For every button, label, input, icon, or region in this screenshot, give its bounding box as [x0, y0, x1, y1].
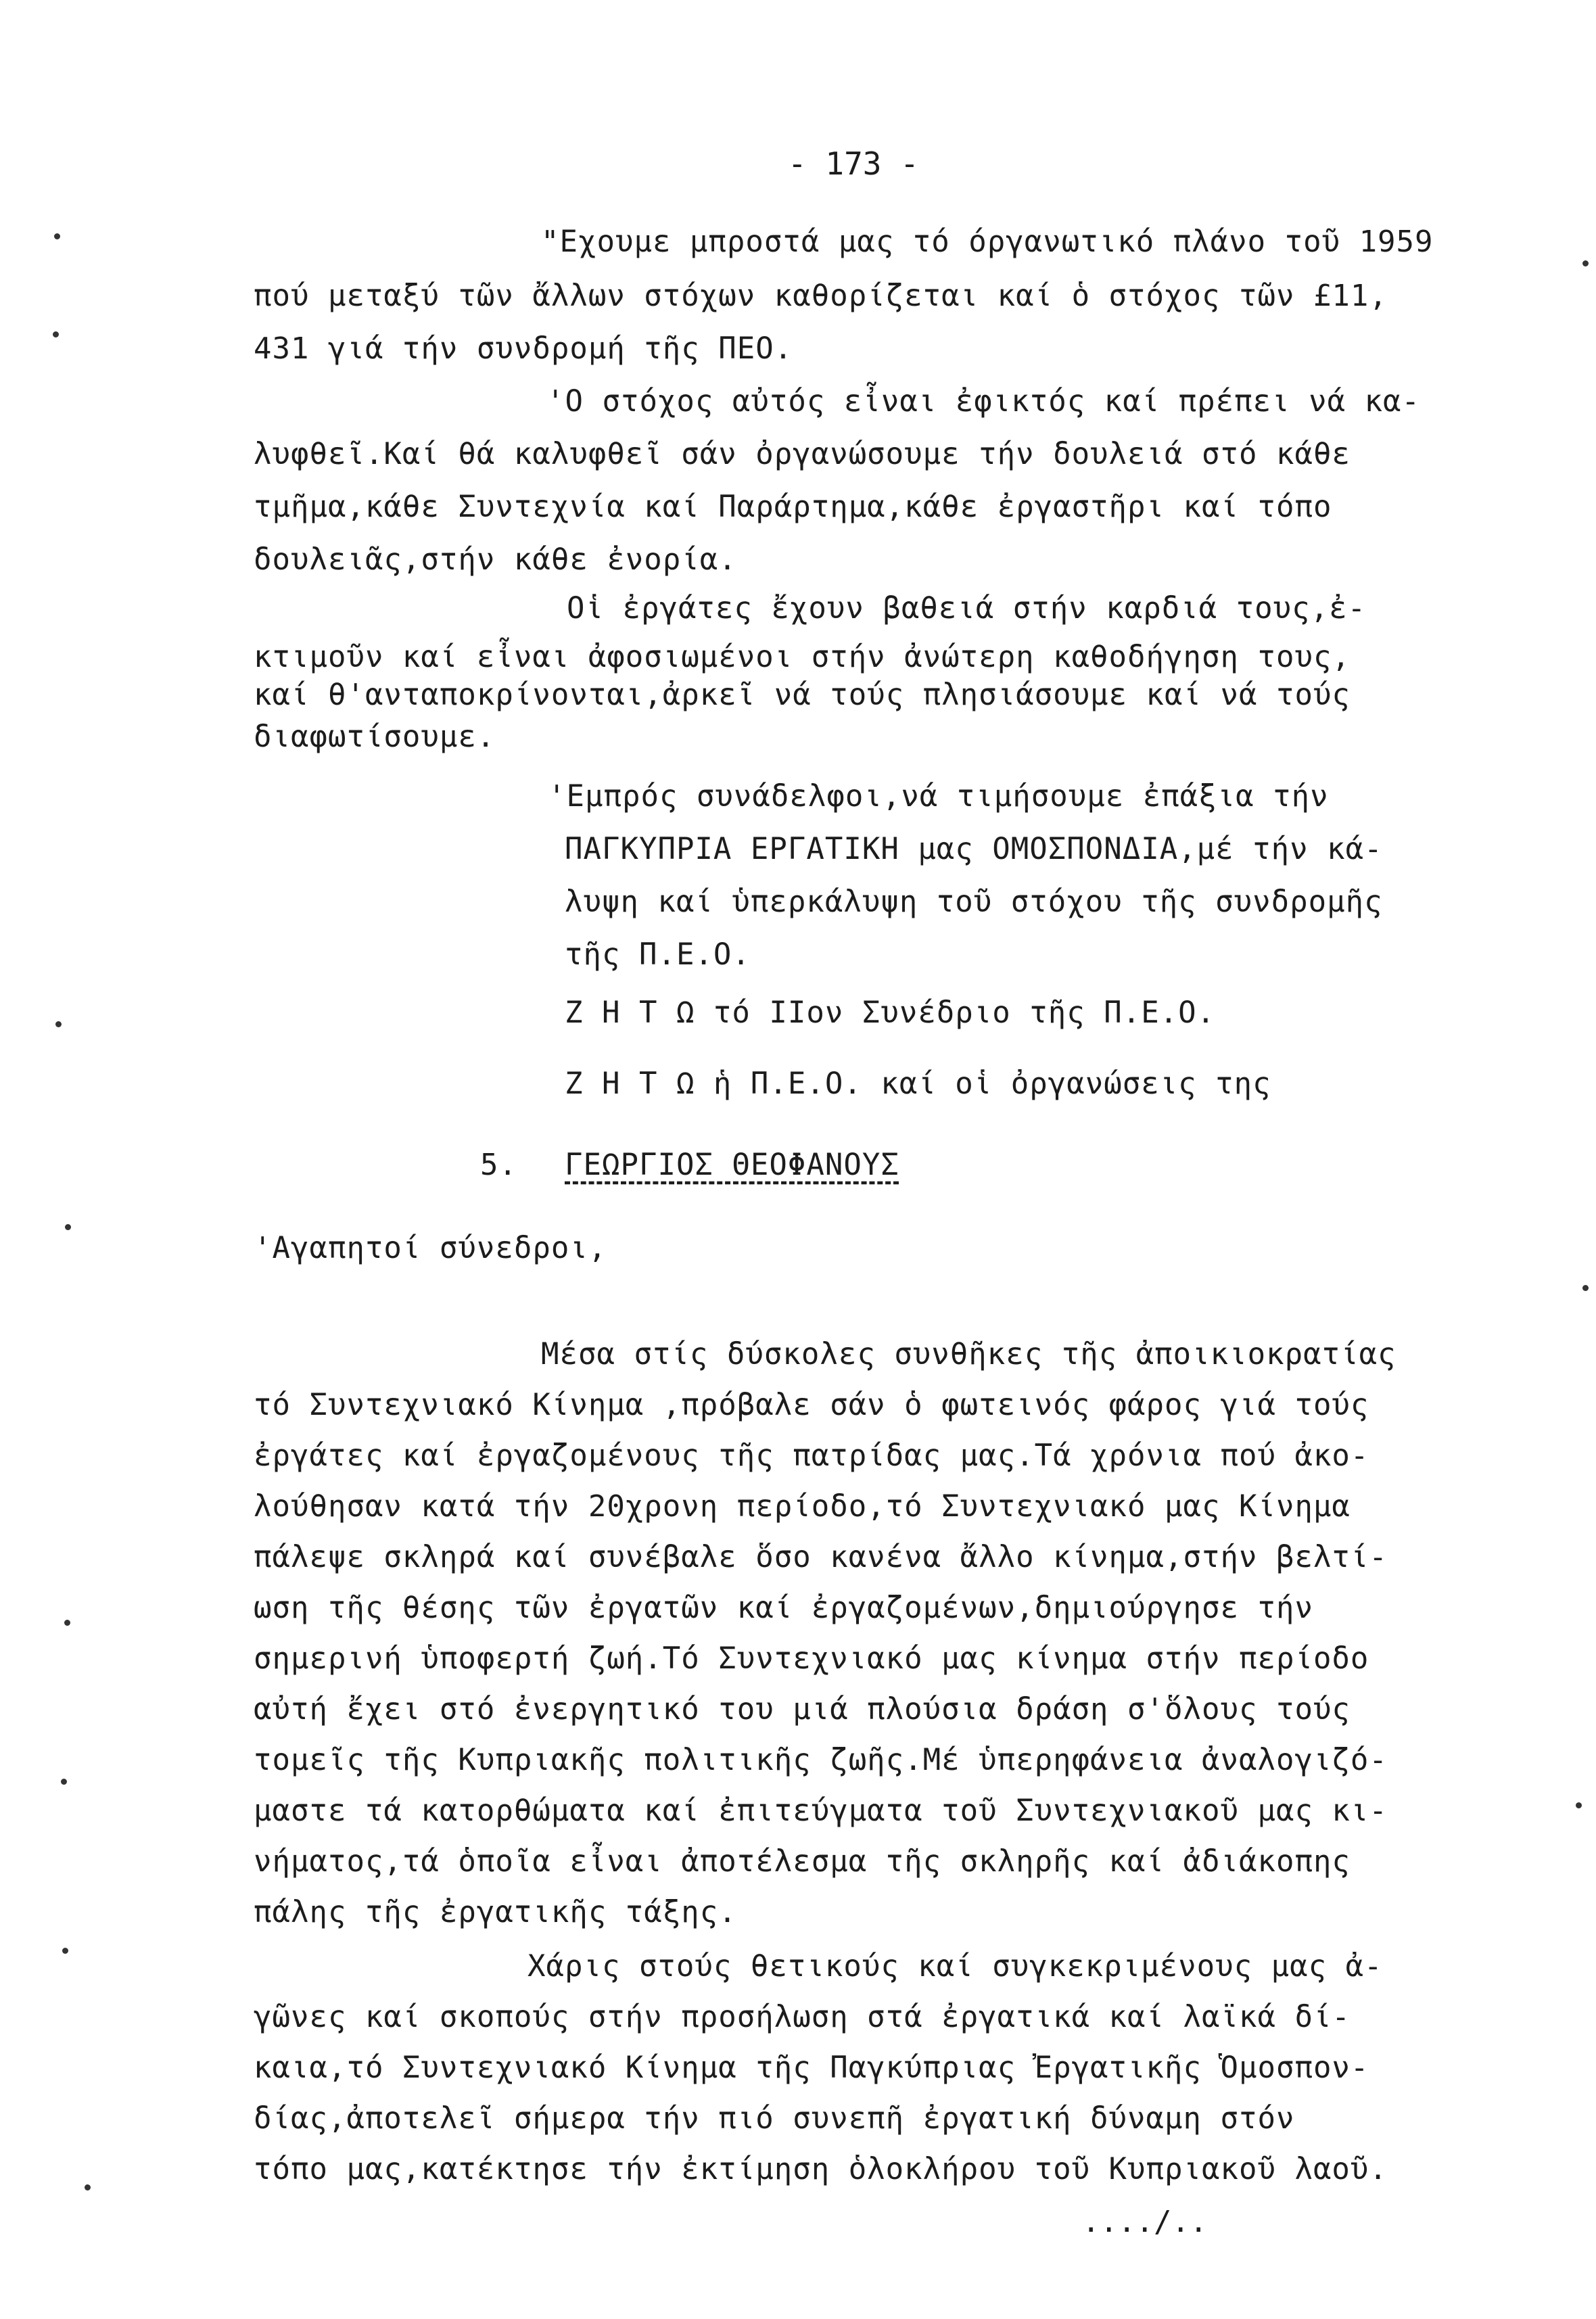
text-line: 'Ο στόχος αὐτός εἶναι ἐφικτός καί πρέπει νά κα- — [546, 384, 1421, 419]
text-line: Οἱ ἐργάτες ἔχουν βαθειά στήν καρδιά τους,ἐ- — [567, 591, 1367, 626]
scan-speck — [55, 1021, 62, 1027]
scan-speck — [1582, 1285, 1589, 1291]
text-line: καια,τό Συντεχνιακό Κίνημα τῆς Παγκύπριας Ἐργατικῆς Ὁμοσπον- — [254, 2051, 1369, 2085]
salutation: 'Αγαπητοί σύνεδροι, — [254, 1231, 607, 1265]
text-line: πού μεταξύ τῶν ἄλλων στόχων καθορίζεται καί ὁ στόχος τῶν £11, — [254, 279, 1388, 313]
text-line: 431 γιά τήν συνδρομή τῆς ΠΕΟ. — [254, 331, 793, 366]
text-line: γῶνες καί σκοπούς στήν προσήλωση στά ἐργατικά καί λαϊκά δί- — [254, 2000, 1351, 2034]
page-number: - 173 - — [788, 145, 919, 182]
text-line: τμῆμα,κάθε Συντεχνία καί Παράρτημα,κάθε ἐργαστῆρι καί τόπο — [254, 490, 1332, 524]
scan-speck — [1576, 1802, 1582, 1808]
text-line: νήματος,τά ὁποῖα εἶναι ἀποτέλεσμα τῆς σκληρῆς καί ἀδιάκοπης — [254, 1844, 1351, 1879]
text-line: τόπο μας,κατέκτησε τήν ἐκτίμηση ὁλοκλήρου τοῦ Κυπριακοῦ λαοῦ. — [254, 2152, 1388, 2186]
text-line: αὐτή ἔχει στό ἐνεργητικό του μιά πλούσια δράση σ'ὅλους τούς — [254, 1692, 1351, 1727]
text-line: πάλης τῆς ἐργατικῆς τάξης. — [254, 1895, 737, 1929]
scan-speck — [1582, 260, 1589, 266]
text-line: λούθησαν κατά τήν 20χρονη περίοδο,τό Συντεχνιακό μας Κίνημα — [254, 1489, 1351, 1524]
slogan-line: Ζ Η Τ Ω τό ΙΙον Συνέδριο τῆς Π.Ε.Ο. — [565, 995, 1216, 1030]
scan-speck — [53, 331, 59, 337]
text-line: λυψη καί ὑπερκάλυψη τοῦ στόχου τῆς συνδρομῆς — [565, 885, 1383, 919]
text-line: δουλειᾶς,στήν κάθε ἐνορία. — [254, 542, 737, 577]
scan-speck — [61, 1779, 67, 1785]
text-line: τό Συντεχνιακό Κίνημα ,πρόβαλε σάν ὁ φωτεινός φάρος γιά τούς — [254, 1388, 1369, 1422]
scan-speck — [65, 1224, 71, 1230]
section-title: ΓΕΩΡΓΙΟΣ ΘΕΟΦΑΝΟΥΣ — [565, 1148, 899, 1182]
text-line: ωση τῆς θέσης τῶν ἐργατῶν καί ἐργαζομένων,δημιούργησε τήν — [254, 1591, 1313, 1625]
text-line: "Εχουμε μπροστά μας τό όργανωτικό πλάνο τοῦ 1959 — [541, 225, 1434, 259]
text-line: Μέσα στίς δύσκολες συνθῆκες τῆς ἀποικιοκρατίας — [541, 1337, 1396, 1372]
continuation-mark: ..../.. — [1082, 2205, 1208, 2239]
text-line: τῆς Π.Ε.Ο. — [565, 937, 751, 972]
text-line: κτιμοῦν καί εἶναι ἀφοσιωμένοι στήν ἀνώτερη καθοδήγηση τους, — [254, 640, 1351, 674]
scan-speck — [54, 233, 60, 239]
text-line: σημερινή ὑποφερτή ζωή.Τό Συντεχνιακό μας κίνημα στήν περίοδο — [254, 1641, 1369, 1676]
slogan-line: Ζ Η Τ Ω ἡ Π.Ε.Ο. καί οἱ ὀργανώσεις της — [565, 1067, 1271, 1101]
text-line: ἐργάτες καί ἐργαζομένους τῆς πατρίδας μας.Τά χρόνια πού ἀκο- — [254, 1438, 1369, 1473]
text-line: διαφωτίσουμε. — [254, 720, 496, 754]
text-line: πάλεψε σκληρά καί συνέβαλε ὅσο κανένα ἄλλο κίνημα,στήν βελτί- — [254, 1540, 1388, 1574]
text-line: τομεῖς τῆς Κυπριακῆς πολιτικῆς ζωῆς.Μέ ὑπερηφάνεια ἀναλογιζό- — [254, 1743, 1388, 1777]
text-line: μαστε τά κατορθώματα καί ἐπιτεύγματα τοῦ Συντεχνιακοῦ μας κι- — [254, 1794, 1388, 1828]
text-line: λυφθεῖ.Καί θά καλυφθεῖ σάν ὀργανώσουμε τήν δουλειά στό κάθε — [254, 437, 1351, 471]
scan-speck — [62, 1948, 68, 1954]
text-line: ΠΑΓΚΥΠΡΙΑ ΕΡΓΑΤΙΚΗ μας ΟΜΟΣΠΟΝΔΙΑ,μέ τήν κά- — [565, 832, 1383, 866]
scan-speck — [64, 1620, 70, 1626]
text-line: Χάρις στούς θετικούς καί συγκεκριμένους μας ἀ- — [527, 1949, 1383, 1984]
text-line: δίας,ἀποτελεῖ σήμερα τήν πιό συνεπῆ ἐργατική δύναμη στόν — [254, 2101, 1295, 2136]
section-number: 5. — [480, 1148, 517, 1182]
scan-speck — [85, 2184, 91, 2191]
text-line: 'Εμπρός συνάδελφοι,νά τιμήσουμε ἐπάξια τήν — [548, 779, 1329, 814]
text-line: καί θ'ανταποκρίνονται,ἀρκεῖ νά τούς πλησιάσουμε καί νά τούς — [254, 678, 1351, 712]
